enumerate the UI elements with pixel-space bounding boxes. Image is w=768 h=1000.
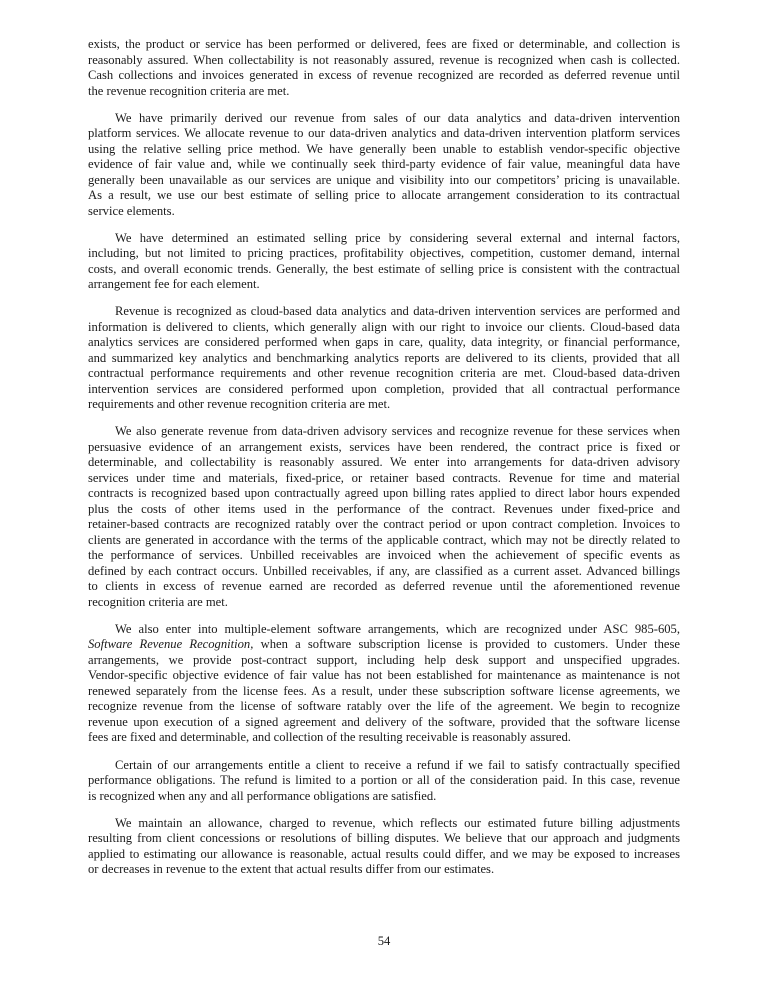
text-line: We also enter into multiple-element software arrangements, which are recognized under ASC 985-605, (115, 621, 680, 636)
text-line: generally been unavailable as our services are unique and visibility into our competitors’ pricing is unavailable. (88, 172, 680, 187)
paragraph (88, 816, 680, 878)
text-line: the revenue recognition criteria are met. (88, 83, 290, 98)
text-line: is recognized when any and all performance obligations are satisfied. (88, 788, 437, 803)
italic-title: Software Revenue Recognition, (88, 637, 254, 652)
text-line: renewed separately from the license fees. As a result, under these subscription software license agreements, we (88, 683, 680, 698)
paragraph (88, 424, 680, 610)
text-line: and summarized key analytics and benchmarking analytics reports are delivered to its clients, provided that all (88, 350, 680, 365)
text-line: We maintain an allowance, charged to revenue, which reflects our estimated future billing adjustments (115, 815, 680, 830)
text-line: information is delivered to clients, which generally align with our right to invoice our clients. Cloud-based data (88, 319, 680, 334)
paragraph (88, 231, 680, 293)
text-line: fees are fixed and determinable, and collection of the resulting receivable is reasonably assured. (88, 730, 571, 745)
text-line: intervention services are considered performed upon completion, provided that all contractual performance (88, 381, 680, 396)
text-line: resulting from client concessions or resolutions of billing disputes. We believe that our approach and judgments (88, 831, 680, 846)
text-line: costs, and overall economic trends. Generally, the best estimate of selling price is consistent with the contractual (88, 261, 680, 276)
text-line: or decreases in revenue to the extent that actual results differ from our estimates. (88, 862, 495, 877)
text-line: using the relative selling price method. We have generally been unable to establish vendor-specific objective (88, 141, 680, 156)
text-line: retainer-based contracts are recognized ratably over the contract period or upon contract completion. Invoices to (88, 517, 680, 532)
text-line: contractual performance requirements and other revenue recognition criteria are met. Cloud-based data-driven (88, 366, 680, 381)
text-line: to clients in excess of revenue earned are recorded as deferred revenue until the aforementioned revenue (88, 579, 680, 594)
page-number: 54 (377, 934, 391, 948)
text-line: Cash collections and invoices generated in excess of revenue recognized are recorded as deferred revenue until (88, 68, 680, 82)
text-line: determinable, and collectability is reasonably assured. We enter into arrangements for data-driven advisory (88, 455, 680, 470)
text-line: We have primarily derived our revenue from sales of our data analytics and data-driven intervention (115, 110, 680, 125)
text-line: As a result, we use our best estimate of selling price to allocate arrangement consideration to its contractual (88, 188, 680, 203)
text-line: contracts is recognized based upon contractually agreed upon billing rates applied to direct labor hours expended (88, 486, 680, 501)
text-line: including, but not limited to pricing practices, profitability objectives, competition, customer demand, internal (88, 246, 680, 261)
document-body (88, 37, 680, 889)
text-line: platform services. We allocate revenue to our data-driven analytics and data-driven intervention platform services (88, 126, 680, 141)
text-line: exists, the product or service has been performed or delivered, fees are fixed or determinable, and collection is (88, 37, 680, 51)
text-line: Certain of our arrangements entitle a client to receive a refund if we fail to satisfy contractually specified (115, 757, 680, 772)
text-line: Vendor-specific objective evidence of fair value has not been established for maintenance as maintenance is not (88, 668, 680, 683)
text-line (88, 637, 680, 653)
text-line: the performance of services. Unbilled receivables are invoiced when the achievement of specific events as (88, 548, 680, 563)
text-line: applied to estimating our allowance is reasonable, actual results could differ, and we may be exposed to increases (88, 846, 680, 861)
text-line: analytics services are considered performed when gaps in care, quality, data integrity, or financial performance, (88, 335, 680, 350)
text-line: service elements. (88, 203, 175, 218)
text-line: defined by each contract occurs. Unbilled receivables, if any, are classified as a current asset. Advanced billings (88, 563, 680, 578)
paragraph (88, 304, 680, 413)
text-line: We have determined an estimated selling price by considering several external and internal factors, (115, 230, 680, 245)
text-line: persuasive evidence of an arrangement exists, services have been rendered, the contract price is fixed or (88, 439, 680, 454)
text-run: when a software subscription license is provided to customers. Under these (253, 637, 680, 652)
text-line: recognize revenue from the license of software ratably over the life of the agreement. We begin to recognize (88, 699, 680, 714)
paragraph (88, 111, 680, 220)
paragraph (88, 622, 680, 746)
text-line: Revenue is recognized as cloud-based data analytics and data-driven intervention services are performed and (115, 304, 680, 319)
text-line: revenue upon execution of a signed agreement and delivery of the software, provided that the software license (88, 714, 680, 729)
text-line: arrangements, we provide post-contract support, including help desk support and unspecified upgrades. (88, 652, 680, 667)
text-line: requirements and other revenue recognition criteria are met. (88, 397, 391, 412)
text-line: evidence of fair value and, while we continually seek third-party evidence of fair value, meaningful data have (88, 157, 680, 172)
text-line: recognition criteria are met. (88, 594, 228, 609)
paragraph (88, 758, 680, 805)
text-line: arrangement fee for each element. (88, 277, 260, 292)
text-line: services under time and materials, fixed-price, or retainer based contracts. Revenue for time and material (88, 470, 680, 485)
paragraph (88, 37, 680, 99)
text-line: clients are generated in accordance with the terms of the applicable contract, which may not be directly related to (88, 532, 680, 547)
text-line: performance obligations. The refund is limited to a portion or all of the consideration paid. In this case, revenue (88, 773, 680, 788)
text-line: We also generate revenue from data-driven advisory services and recognize revenue for these services when (115, 424, 680, 439)
text-line: plus the costs of other items used in the performance of the contract. Revenues under fixed-price and (88, 501, 680, 516)
text-line: reasonably assured. When collectability is not reasonably assured, revenue is recognized when cash is collected. (88, 52, 680, 67)
